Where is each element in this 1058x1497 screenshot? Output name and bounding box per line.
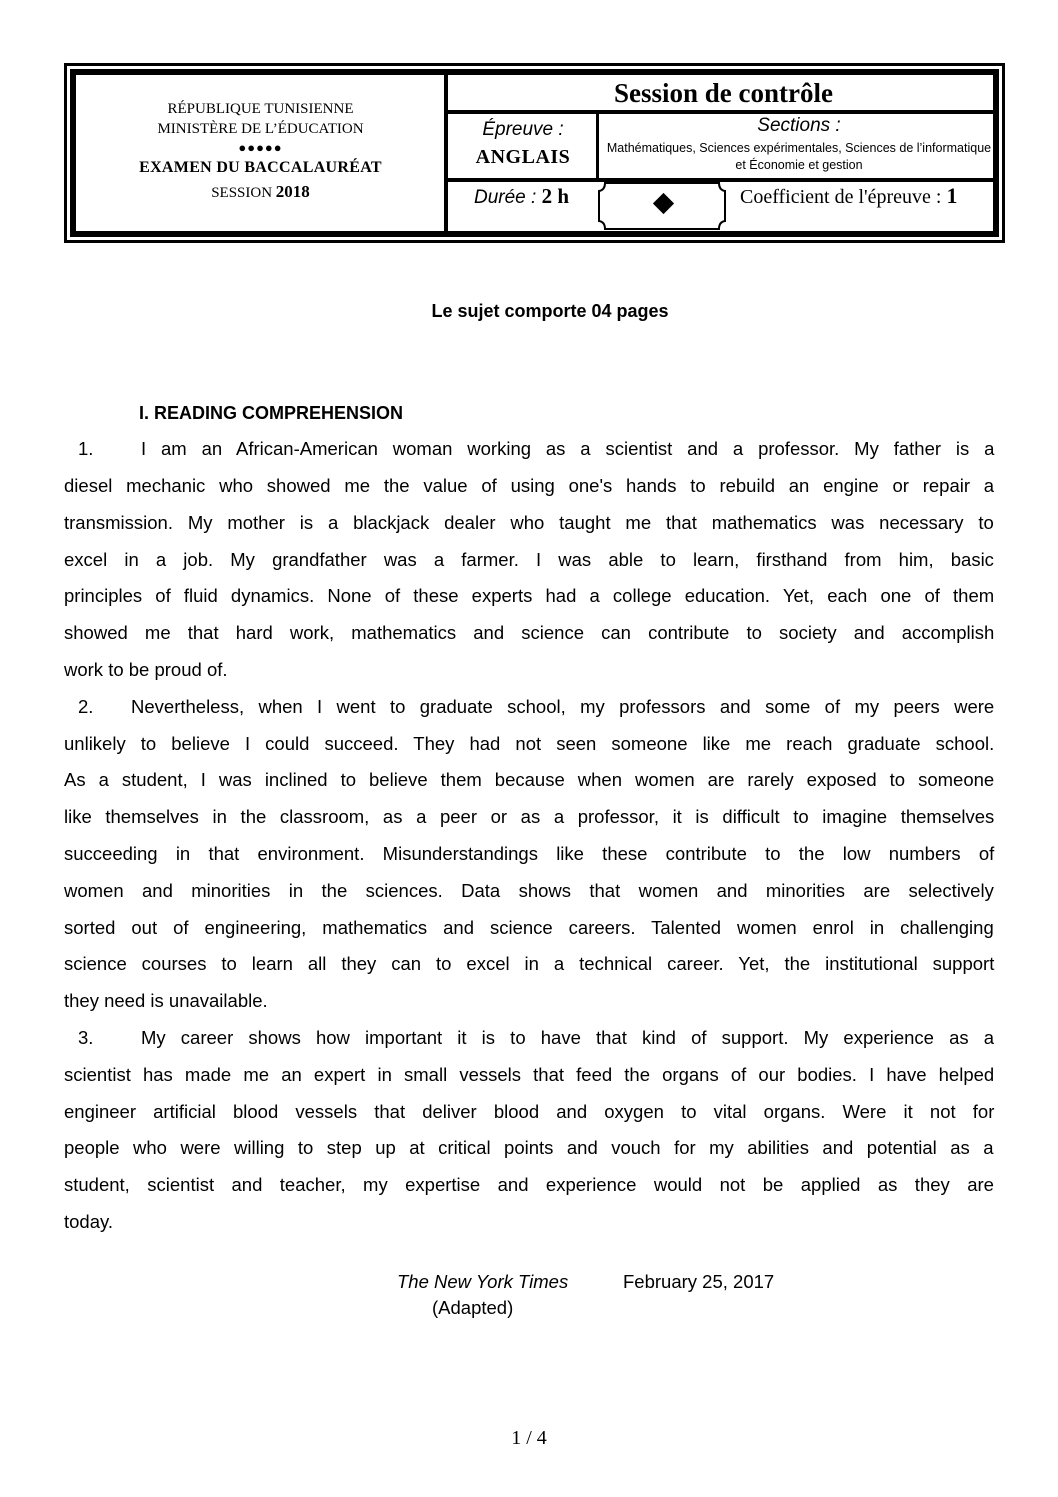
text-line [64, 952, 994, 976]
source-name: The New York Times [397, 1271, 569, 1292]
line-text: succeeding in that environment. Misunderstandings like these contribute to the low numbers of [64, 843, 995, 864]
line-text: today. [64, 1211, 114, 1232]
text-line [64, 879, 994, 903]
page-number: 1 / 4 [511, 1427, 547, 1449]
paragraph-number: 1. [78, 438, 94, 459]
text-line [64, 842, 994, 866]
text-line [64, 1136, 994, 1160]
line-text: science courses to learn all they can to excel in a technical career. Yet, the institutional support [64, 953, 995, 974]
text-line [64, 732, 994, 756]
text-line [64, 1173, 994, 1197]
line-text: unlikely to believe I could succeed. They had not seen someone like me reach graduate school. [64, 733, 995, 754]
line-text: scientist has made me an expert in small vessels that feed the organs of our bodies. I have helped [64, 1064, 995, 1085]
text-line [64, 474, 994, 498]
line-text: principles of fluid dynamics. None of these experts had a college education. Yet, each one of them [64, 585, 995, 606]
text-line [64, 548, 994, 572]
line-text: transmission. My mother is a blackjack dealer who taught me that mathematics was necessary to [64, 512, 994, 533]
duree-label: Durée : [474, 187, 542, 208]
line-text: work to be proud of. [64, 659, 228, 680]
sections-cell [600, 114, 998, 178]
text-line [64, 621, 994, 645]
text-line [64, 805, 994, 829]
epreuve-value: ANGLAIS [475, 146, 571, 168]
exam-name: EXAMEN DU BACCALAURÉAT [139, 159, 382, 176]
text-line [64, 989, 994, 1013]
epreuve-cell [449, 114, 597, 178]
text-line [141, 437, 994, 461]
sections-label: Sections : [757, 115, 841, 136]
line-text: student, scientist and teacher, my expertise and experience would not be applied as they are [64, 1174, 994, 1195]
line-text: showed me that hard work, mathematics and science can contribute to society and accomplish [64, 622, 995, 643]
coefficient-label: Coefficient de l'épreuve : [740, 186, 947, 208]
text-line [64, 511, 994, 535]
coefficient-cell [740, 182, 990, 232]
session-year: 2018 [275, 182, 310, 201]
line-text: diesel mechanic who showed me the value of using one's hands to rebuild an engine or repair a [64, 475, 995, 496]
line-text: engineer artificial blood vessels that deliver blood and oxygen to vital organs. Were it not for [64, 1101, 995, 1122]
pages-note: Le sujet comporte 04 pages [431, 301, 669, 321]
line-text: women and minorities in the sciences. Data shows that women and minorities are selectively [64, 880, 994, 901]
country-name: RÉPUBLIQUE TUNISIENNE [167, 101, 354, 117]
session-title: Session de contrôle [614, 78, 833, 108]
text-line [64, 1210, 994, 1234]
dots-separator: ●●●●● [238, 140, 283, 155]
text-line [64, 1063, 994, 1087]
paragraph-number: 2. [78, 696, 94, 717]
header-institution-block [76, 75, 445, 231]
line-text: My career shows how important it is to have that kind of support. My experience as a [141, 1027, 995, 1048]
session-label: SESSION [211, 185, 276, 201]
line-text: like themselves in the classroom, as a peer or as a professor, it is difficult to imagine themselves [64, 806, 995, 827]
source-date: February 25, 2017 [623, 1271, 775, 1292]
line-text: As a student, I was inclined to believe them because when women are rarely exposed to someone [64, 769, 995, 790]
ministry-name: MINISTÈRE DE L’ÉDUCATION [157, 121, 364, 137]
duree-line [474, 184, 569, 210]
duree-value: 2 h [541, 184, 570, 208]
text-line [64, 1100, 994, 1124]
text-line [131, 695, 994, 719]
line-text: sorted out of engineering, mathematics and science careers. Talented women enrol in challenging [64, 917, 994, 938]
section-heading: I. READING COMPREHENSION [139, 403, 404, 423]
line-text: Nevertheless, when I went to graduate school, my professors and some of my peers were [131, 696, 995, 717]
coefficient-value: 1 [946, 183, 958, 208]
source-citation [397, 1270, 568, 1294]
duree-cell [449, 182, 597, 232]
source-adapted-note: (Adapted) [432, 1297, 514, 1318]
line-text: I am an African-American woman working as a scientist and a professor. My father is a [141, 438, 995, 459]
coefficient-line [740, 183, 957, 210]
text-line [64, 768, 994, 792]
text-line [64, 584, 994, 608]
line-text: people who were willing to step up at critical points and vouch for my abilities and potential as a [64, 1137, 994, 1158]
text-line [64, 916, 994, 940]
line-text: excel in a job. My grandfather was a farmer. I was able to learn, firsthand from him, basic [64, 549, 994, 570]
line-text: they need is unavailable. [64, 990, 268, 1011]
session-line [76, 183, 445, 202]
text-line [141, 1026, 994, 1050]
text-line [64, 658, 994, 682]
paragraph-number: 3. [78, 1027, 94, 1048]
sections-value: Mathématiques, Sciences expérimentales, Sciences de l’informatique et Économie et gestion [606, 141, 992, 172]
epreuve-label: Épreuve : [482, 119, 564, 140]
